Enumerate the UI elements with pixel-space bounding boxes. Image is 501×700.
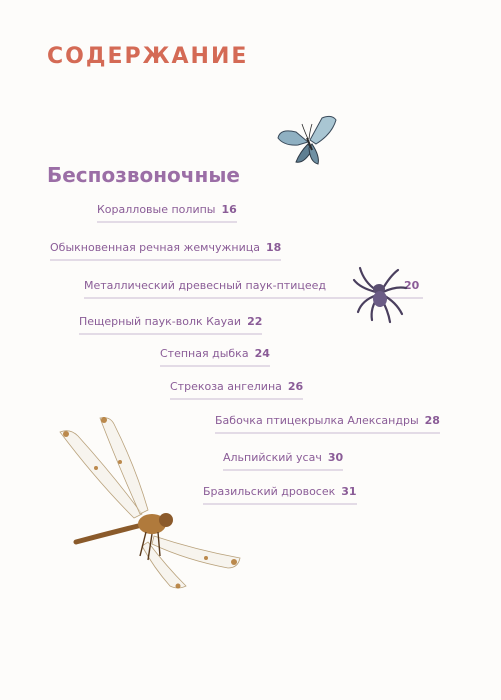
butterfly-illustration	[274, 112, 340, 168]
toc-entry[interactable]	[170, 380, 303, 400]
toc-entry[interactable]	[50, 241, 281, 261]
toc-entry-page: 20	[403, 279, 420, 292]
toc-entry-page: 24	[254, 347, 270, 360]
toc-entry-label: Коралловые полипы	[97, 203, 216, 216]
toc-entry-page: 18	[265, 241, 282, 254]
section-heading: Беспозвоночные	[47, 163, 240, 187]
toc-entry-label: Степная дыбка	[160, 347, 249, 360]
toc-entry-label: Стрекоза ангелина	[170, 380, 282, 393]
toc-entry-label: Обыкновенная речная жемчужница	[50, 241, 260, 254]
dragonfly-illustration	[56, 410, 246, 590]
toc-entry[interactable]	[97, 203, 237, 223]
toc-entry-label: Пещерный паук-волк Кауаи	[79, 315, 242, 328]
toc-entry-label: Металлический древесный паук-птицеед	[84, 279, 326, 292]
toc-entry-page: 26	[287, 380, 304, 393]
toc-entry-page: 28	[424, 414, 440, 427]
toc-entry[interactable]	[215, 414, 440, 434]
toc-entry-label: Бразильский дровосек	[203, 485, 336, 498]
toc-entry-page: 22	[247, 315, 263, 328]
toc-entry-page: 30	[327, 451, 344, 464]
toc-entry-label: Альпийский усач	[223, 451, 322, 464]
toc-entry-page: 31	[341, 485, 357, 498]
spider-illustration	[350, 262, 410, 324]
toc-entry-label: Бабочка птицекрылка Александры	[215, 414, 419, 427]
toc-entry-page: 16	[221, 203, 237, 216]
page-title: СОДЕРЖАНИЕ	[47, 44, 249, 69]
toc-entry[interactable]	[79, 315, 262, 335]
toc-entry[interactable]	[160, 347, 270, 367]
